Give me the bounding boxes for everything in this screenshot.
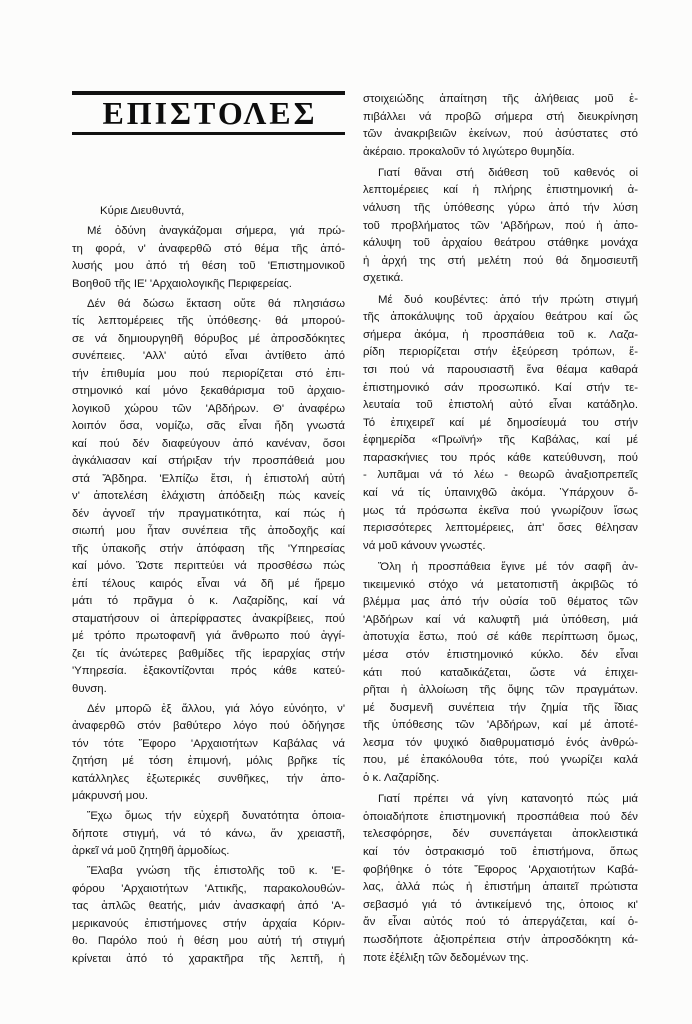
text-line: ζητήση μέ τόση ἐπιμονή, μόλις βρῆκε τίς — [72, 755, 345, 767]
text-line: λας, ἀλλά πώς ἡ ἐπιστήμη ἀπαιτεῖ πρώτιστα — [363, 881, 638, 894]
text-line: ἀρκεῖ νά μοῦ ζητηθῆ ἁρμοδίως. — [72, 845, 230, 857]
text-line: 'Αβδήρων καί νά καλυφτῆ μιά ὑπόθεση, μιά — [363, 613, 638, 626]
paragraph — [363, 559, 638, 788]
text-line: καί νά τίς ὑπαινιχθῶ ἀκόμα. Ὑπάρχουν ὅ- — [363, 487, 638, 500]
text-line: 'Υπηρεσία. ἐξακοντίζονται πρός κάθε κατεύ- — [72, 665, 345, 677]
text-line: στά Ἄβδηρα. 'Ελπίζω ἔτσι, ἡ ἐπιστολή αὐτή — [72, 472, 345, 485]
text-line: ὁποιαδήποτε ἐπιστημονική προσπάθεια πού δέν — [363, 810, 638, 823]
text-line: τσι πού νά παρουσιαστῆ ἕνα θέαμα καθαρά — [363, 363, 638, 376]
text-line: κρίνεται ἀπό τό χαρακτῆρα τῆς λεπτῆ, ἡ — [72, 952, 345, 965]
left-column — [72, 203, 345, 968]
paragraph — [363, 292, 638, 556]
text-line: δέν ἀγνοεῖ τήν πραγματικότητα, καί πώς ἡ — [72, 507, 345, 520]
text-line: Μέ ὀδύνη ἀναγκάζομαι σήμερα, γιά πρώ- — [87, 225, 345, 237]
text-line: καί πού δέν διαφεύγουν ἀπό κανέναν, ὅσοι — [72, 437, 345, 450]
text-line: μέ δυσμενῆ συνέπεια τήν ζημία τῆς ἴδιας — [363, 701, 638, 714]
paragraph — [363, 165, 638, 288]
text-line: Δέν μπορῶ ἐξ ἄλλου, γιά λόγο εὐνόητο, ν' — [87, 702, 345, 715]
text-line: μέσα στόν ἐπιστημονικό κύκλο. δέν εἶναι — [363, 648, 638, 661]
section-title: ΕΠΙΣΤΟΛΕΣ — [102, 95, 318, 131]
text-line: σε νά δημιουργηθῆ θόρυβος μέ ἀπροσδόκητες — [72, 332, 345, 345]
text-line: μάκρυνσή μου. — [72, 790, 149, 802]
right-column — [363, 91, 638, 967]
text-line: Μέ δυό κουβέντες: ἀπό τήν πρώτη στιγμή — [378, 293, 638, 306]
text-line: λογικοῦ χώρου τῶν 'Αβδήρων. Θ' ἀναφέρω — [72, 402, 345, 415]
text-line: βλέμμα μας ἀπό τήν οὐσία τοῦ θέματος τῶν — [363, 596, 638, 609]
text-line: σταματήσουν οἱ ἀπερίφραστες ἀνακρίβειες, πού — [72, 612, 345, 625]
text-line: Τό ἐπιχειρεῖ καί μέ δημοσίευμά του στήν — [363, 416, 638, 429]
text-line: νά μοῦ κάνουν γνωστές. — [363, 539, 486, 552]
paragraph — [72, 296, 345, 699]
text-line: τελεσφόρησε, δέν συνεπάγεται ἀποκλειστικά — [363, 828, 638, 841]
text-line: στημονικό καί μόνο ξεκαθάρισμα τοῦ ἀρχαιο- — [72, 385, 345, 397]
text-line: νάλυση τῆς ὑπόθεσης γύρω ἀπό τήν λύση — [363, 202, 638, 215]
text-line: ἐφημερίδα «Πρωϊνή» τῆς Καβάλας, καί μέ — [363, 434, 638, 447]
text-line: δήποτε στιγμή, νά τό κάνω, ἄν χρειαστῆ, — [72, 827, 345, 840]
text-line: θο. Παρόλο πού ἡ θέση μου αὐτή τή στιγμή — [72, 935, 345, 947]
text-line: ποτε ἐξέλιξη τῶν δεδομένων της. — [363, 951, 529, 964]
text-line: καί τόν ὀστρακισμό τοῦ ἐπιστήμονα, ὅπως — [363, 845, 638, 858]
text-line: λεπτομέρειες καί ἡ πλήρης ἐπιστημονική ἀ- — [363, 184, 638, 197]
text-line: κάλυψη τοῦ ἀρχαίου θεάτρου στάθηκε μονάχα — [363, 237, 638, 250]
text-line: - λυπᾶμαι νά τό λέω - θεωρῶ ἀναξιοπρεπεῖς — [363, 469, 638, 482]
text-line: τῆς ἀποκάλυψης τοῦ ἀρχαίου θεάτρου καί ὥς — [363, 311, 638, 324]
text-line: τῆς ὑπακοῆς στήν ἀπόφαση τῆς 'Υπηρεσίας — [72, 542, 345, 555]
paragraph — [72, 808, 345, 861]
text-line: ζει τίς ἀνώτερες βαθμίδες τῆς ἱεραρχίας στήν — [72, 647, 345, 660]
text-line: τικειμενικό στόχο νά μετατοπιστῆ ἀκριβῶς τό — [363, 578, 638, 591]
salutation: Κύριε Διευθυντά, — [100, 205, 185, 217]
text-line: Δέν θά δώσω ἔκταση οὔτε θά πλησιάσω — [87, 297, 345, 310]
text-line: κάτι πού καταδικάζεται, ὥστε νά ἐπιχει- — [363, 666, 638, 679]
text-line: μάτι τό πρᾶγμα ὁ κ. Λαζαρίδης, καί νά — [72, 595, 345, 607]
text-line: σεβασμό γιά τό ἀντικείμενό της, ὁποιος κι' — [363, 898, 638, 911]
text-line: παρασκήνιες του πρός κάθε κατεύθυνση, πού — [363, 451, 638, 464]
text-line: μερικανούς ἐπιστήμονες στήν ἀρχαία Κόριν- — [72, 917, 345, 930]
text-line: τίς λεπτομέρειες τῆς ὑπόθεσης· θά μπορού- — [72, 315, 345, 327]
text-line: Βοηθοῦ τῆς ΙΕ' 'Αρχαιολογικῆς Περιφερείας. — [72, 277, 292, 290]
text-line: ἐπιστημονικό σάν προσωπικό. Καί στήν τε- — [363, 381, 638, 394]
text-line: Ἔχω ὅμως τήν εὐχερῆ δυνατότητα ὁποια- — [87, 810, 345, 822]
text-line: λοιπόν ὅσα, νομίζω, σᾶς εἶναι ἤδη γνωστά — [72, 420, 345, 432]
text-line: ἀκέραιο. προκαλοῦν τό λιγώτερο θυμηδία. — [363, 145, 575, 158]
text-line: τη φορά, ν' ἀναφερθῶ στό θέμα τῆς ἀπό- — [72, 242, 345, 255]
text-line: ν' ἀποτελέση ἐλάχιστη ἀπόδειξη πώς κανείς — [72, 490, 345, 502]
section-header — [72, 91, 345, 135]
paragraph — [72, 701, 345, 806]
text-line: ἀναφερθῶ στόν βαθύτερο λόγο πού ὁδήγησε — [72, 720, 345, 732]
text-line: Ἔλαβα γνώση τῆς ἐπιστολῆς τοῦ κ. 'Ε- — [87, 865, 345, 877]
text-line: ἀγκάλιασαν καί στήριξαν τήν προσπάθειά μου — [72, 455, 345, 467]
text-line: ρίδη περιορίζεται στήν ἐξεύρεση τρόπων, ἔ- — [363, 346, 638, 359]
text-line: λευταία τοῦ ἐπιστολή αὐτό εἶναι κατάδηλο. — [363, 399, 638, 412]
text-line: τοῦ προβλήματος τῶν 'Αβδήρων, πού ἡ ἀπο- — [363, 219, 638, 232]
text-line: Γιατί πρέπει νά γίνη κατανοητό πώς μιά — [378, 793, 638, 806]
text-line: τῆς ὑπόθεσης τῶν 'Αβδήρων, καί μέ ἀποτέ- — [363, 719, 638, 732]
text-line: φόρου 'Αρχαιοτήτων 'Αττικῆς, παρακολουθών- — [72, 882, 345, 895]
text-line: στοιχειώδης ἀπαίτηση τῆς ἀλήθειας μοῦ ἐ- — [363, 93, 638, 105]
text-line: μέ τρόπο πρωτοφανῆ γιά ἄνθρωπο πού ἀγγί- — [72, 630, 345, 642]
text-line: πιβάλλει νά προβῶ σήμερα στή διευκρίνηση — [363, 110, 638, 123]
text-line: τήν ἐπιθυμία μου πού περιορίζεται στό ἐπι- — [72, 367, 345, 380]
text-line: συνέπειες. 'Αλλ' αὐτό εἶναι ἀντίθετο ἀπό — [72, 350, 345, 362]
text-line: τῶν ἀνακριβειῶν ἐκείνων, πού ἀσύστατες στό — [363, 128, 638, 141]
text-line: ρῆται ἡ ἀλλοίωση τῆς ὄψης τῶν πραγμάτων. — [363, 684, 638, 697]
text-line: λυσής μου ἀπό τή θέση τοῦ 'Επιστημονικοῦ — [72, 260, 345, 272]
text-line: ἄν εἶναι αὐτός πού τό ἀπεργάζεται, καί ὁ- — [363, 916, 638, 929]
text-line: τόν τότε Ἔφορο 'Αρχαιοτήτων Καβάλας νά — [72, 737, 345, 750]
text-line: λεσμα τόν ψυχικό διαθρυματισμό ἑνός ἀνθρώ- — [363, 736, 638, 749]
text-line: Ὅλη ἡ προσπάθεια ἔγινε μέ τόν σαφῆ ἀν- — [378, 560, 638, 573]
text-line: θυνση. — [72, 682, 107, 695]
text-line: φοβήθηκε ὁ τότε Ἔφορος 'Αρχαιοτήτων Καβά- — [363, 863, 638, 876]
paragraph — [72, 863, 345, 968]
text-line: καί μόνο. Ὥστε περιττεύει νά προσθέσω πώς — [72, 560, 345, 572]
text-line: σήμερα ἀκόμα, ἡ προσπάθεια τοῦ κ. Λαζα- — [363, 328, 638, 341]
text-line: ἀποτυχία ἔστω, πού σέ κάθε περίπτωση ὅμως, — [363, 631, 638, 644]
text-line: που, μέ ἐπακόλουθα τότε, πού γνωρίζει καλά — [363, 754, 638, 767]
text-line: ἐπί τέλους καιρός εἶναι νά δῆ μέ ἤρεμο — [72, 577, 345, 590]
text-line: πωσδήποτε ἀξιοπρέπεια στήν ἀπροσδόκητη κά- — [363, 933, 638, 946]
text-line: μως τά πρόσωπα ἐκεῖνα πού γνωρίζουν ἴσως — [363, 504, 638, 517]
header-rule-bottom — [72, 132, 345, 135]
paragraph — [72, 223, 345, 293]
text-line: Γιατί θἄναι στή διάθεση τοῦ καθενός οἱ — [378, 166, 638, 179]
paragraph — [363, 791, 638, 967]
text-line: τας ἁπλῶς θεατής, μιάν ἀνασκαφή ἀπό 'Α- — [72, 900, 345, 912]
text-line: σιωπή μου ἦταν συνέπεια τῆς ἀποδοχῆς καί — [72, 525, 345, 537]
text-line: περισσότερες λεπτομέρειες, ἀπ' ὅσες θέλησαν — [363, 522, 638, 535]
text-line: κατάλληλες ἐξωτερικές συνθῆκες, τήν ἀπο- — [72, 772, 345, 785]
paragraph — [363, 91, 638, 161]
text-line: ἡ ἀρχή της στή μελέτη πού θά δημοσιευτῆ — [363, 254, 638, 267]
text-line: σχετικά. — [363, 272, 404, 285]
text-line: ὁ κ. Λαζαρίδης. — [363, 772, 440, 785]
